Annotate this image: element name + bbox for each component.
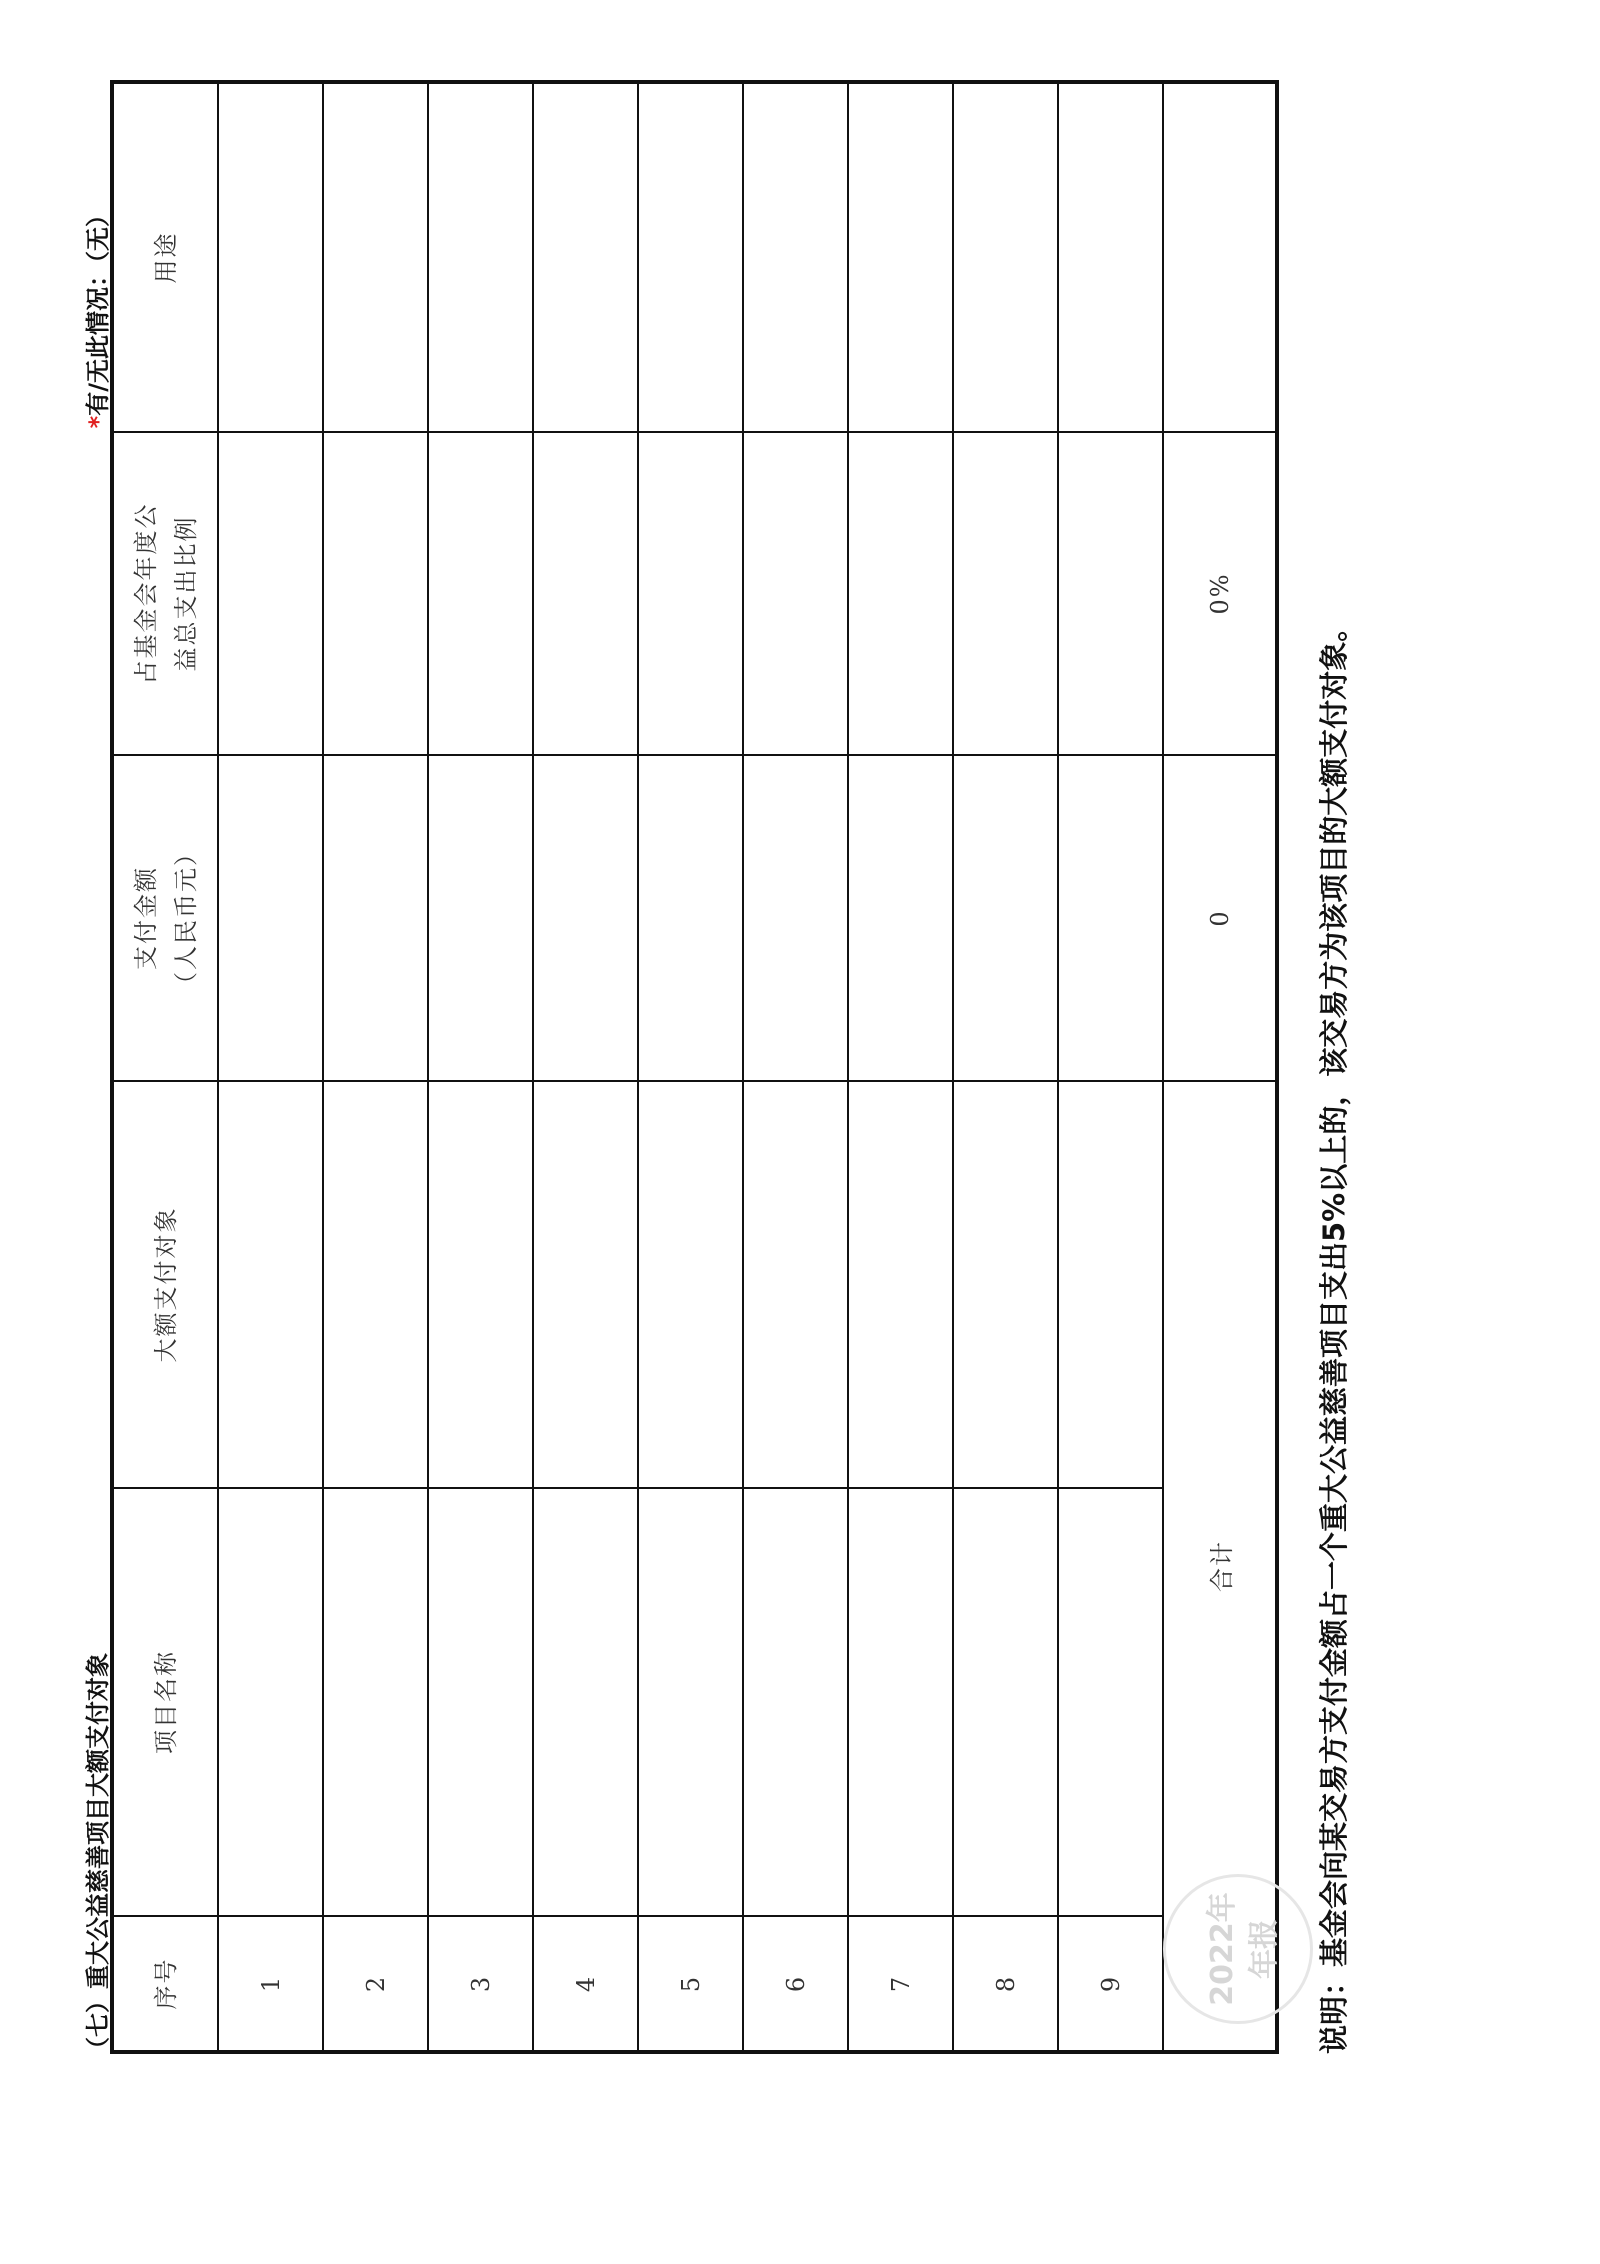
- total-row: [1163, 82, 1277, 2052]
- row-project-name: [638, 1488, 743, 1916]
- row-seq: 2: [323, 1916, 428, 2052]
- row-payee: [638, 1081, 743, 1488]
- row-project-name: [848, 1488, 953, 1916]
- row-amount: [848, 755, 953, 1081]
- row-payee: [218, 1081, 323, 1488]
- required-asterisk: *: [84, 415, 112, 429]
- table-row: [848, 82, 953, 2052]
- status-text: 有/无此情况：（无）: [84, 203, 112, 416]
- row-amount: [1058, 755, 1163, 1081]
- row-usage: [848, 82, 953, 432]
- row-amount: [428, 755, 533, 1081]
- row-usage: [638, 82, 743, 432]
- table-row: [533, 82, 638, 2052]
- header-amount: [112, 755, 218, 1081]
- row-payee: [743, 1081, 848, 1488]
- row-project-name: [428, 1488, 533, 1916]
- row-project-name: [953, 1488, 1058, 1916]
- row-usage: [533, 82, 638, 432]
- header-ratio-line1: 占基金会年度公: [131, 502, 160, 685]
- row-usage: [1058, 82, 1163, 432]
- row-amount: [323, 755, 428, 1081]
- header-payee: 大额支付对象: [112, 1081, 218, 1488]
- table-row: [1058, 82, 1163, 2052]
- row-ratio: [533, 432, 638, 755]
- total-usage: [1163, 82, 1277, 432]
- table-row: [953, 82, 1058, 2052]
- row-usage: [323, 82, 428, 432]
- row-project-name: [743, 1488, 848, 1916]
- row-payee: [953, 1081, 1058, 1488]
- header-amount-line1: 支付金额: [131, 866, 160, 970]
- row-seq: 9: [1058, 1916, 1163, 2052]
- row-usage: [743, 82, 848, 432]
- payment-table: [110, 80, 1279, 2054]
- header-seq: 序号: [112, 1916, 218, 2052]
- header-ratio: [112, 432, 218, 755]
- row-ratio: [743, 432, 848, 755]
- total-amount: 0: [1163, 755, 1277, 1081]
- row-ratio: [323, 432, 428, 755]
- row-amount: [638, 755, 743, 1081]
- row-usage: [428, 82, 533, 432]
- row-ratio: [953, 432, 1058, 755]
- row-seq: 5: [638, 1916, 743, 2052]
- table-row: [428, 82, 533, 2052]
- row-usage: [953, 82, 1058, 432]
- row-seq: 1: [218, 1916, 323, 2052]
- row-payee: [1058, 1081, 1163, 1488]
- row-ratio: [218, 432, 323, 755]
- row-amount: [953, 755, 1058, 1081]
- row-amount: [533, 755, 638, 1081]
- row-payee: [323, 1081, 428, 1488]
- row-seq: 4: [533, 1916, 638, 2052]
- row-ratio: [428, 432, 533, 755]
- row-payee: [848, 1081, 953, 1488]
- status-note: [78, 203, 113, 428]
- table-row: [743, 82, 848, 2052]
- watermark-line1: 2022年: [1205, 1892, 1240, 2006]
- row-seq: 3: [428, 1916, 533, 2052]
- header-amount-line2: （人民币元）: [171, 840, 200, 996]
- row-seq: 6: [743, 1916, 848, 2052]
- row-project-name: [533, 1488, 638, 1916]
- row-project-name: [323, 1488, 428, 1916]
- row-payee: [533, 1081, 638, 1488]
- row-ratio: [1058, 432, 1163, 755]
- table-row: [218, 82, 323, 2052]
- total-ratio: 0%: [1163, 432, 1277, 755]
- row-seq: 8: [953, 1916, 1058, 2052]
- row-project-name: [218, 1488, 323, 1916]
- row-ratio: [848, 432, 953, 755]
- table-row: [638, 82, 743, 2052]
- table-header-row: [112, 82, 218, 2052]
- row-usage: [218, 82, 323, 432]
- total-label: 合计: [1163, 1081, 1277, 2052]
- row-amount: [218, 755, 323, 1081]
- row-project-name: [1058, 1488, 1163, 1916]
- row-seq: 7: [848, 1916, 953, 2052]
- header-ratio-line2: 益总支出比例: [171, 515, 200, 672]
- header-usage: 用途: [112, 82, 218, 432]
- annual-report-watermark: [1163, 1874, 1313, 2024]
- footnote: 说明：基金会向某交易方支付金额占一个重大公益慈善项目支出5%以上的，该交易方为该项目的大额支付对象。: [1317, 612, 1351, 2054]
- section-title: （七）重大公益慈善项目大额支付对象: [84, 1653, 112, 2061]
- row-amount: [743, 755, 848, 1081]
- row-payee: [428, 1081, 533, 1488]
- header-project-name: 项目名称: [112, 1488, 218, 1916]
- row-ratio: [638, 432, 743, 755]
- table-row: [323, 82, 428, 2052]
- watermark-line2: 年报: [1247, 1919, 1282, 1979]
